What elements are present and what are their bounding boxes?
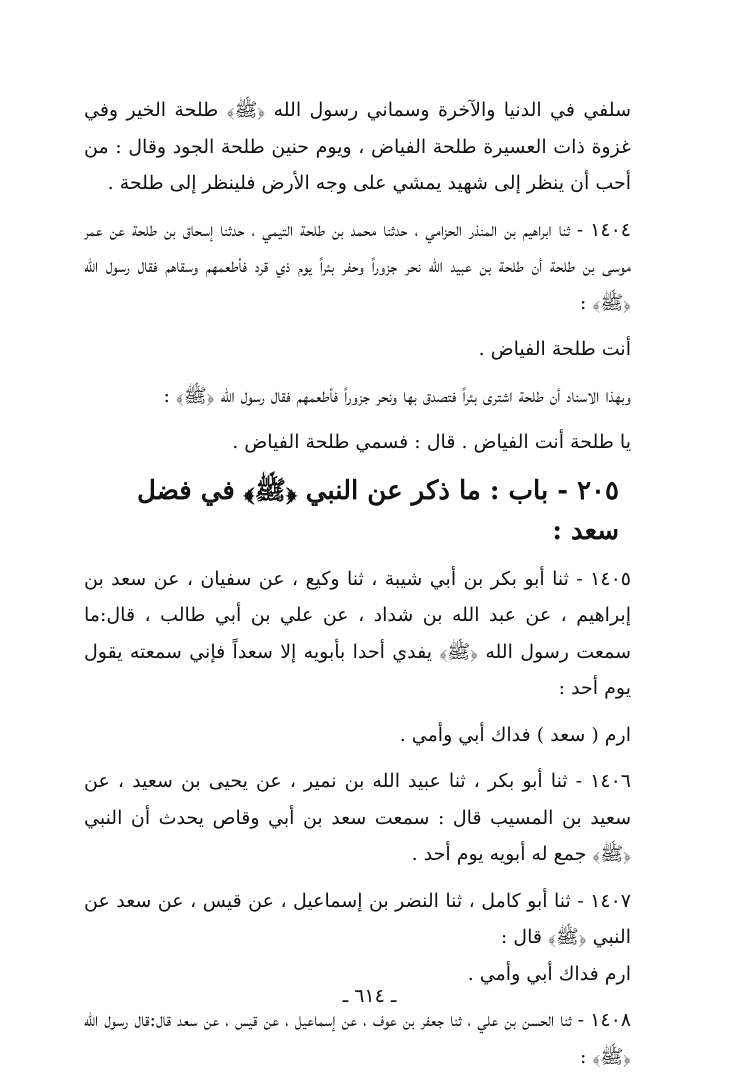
hadith-1405: ١٤٠٥ - ثنا أبو بكر بن أبي شيبة ، ثنا وكيع ، عن سفيان ، عن سعد بن إبراهيم ، عن عبد الله بن شداد ، عن علي بن أبي طالب ، قال:ما سمعت رسول الله ﴿ﷺ﴾ يفدي أحدا بأبويه إلا سعداً فإني سمعته يقول يوم أحد : <box>84 567 631 699</box>
quote-isnad: يا طلحة أنت الفياض . قال : فسمي طلحة الفياض . <box>232 431 631 453</box>
quote-1404: أنت طلحة الفياض . <box>478 338 631 360</box>
hadith-1408: ١٤٠٨ - ثنا الحسن بن علي ، ثنا جعفر بن عوف ، عن إسماعيل ، عن قيس ، عن سعد قال:قال رسول الله ﴿ﷺ﴾ : <box>84 1009 631 1068</box>
paragraph-intro: سلفي في الدنيا والآخرة وسماني رسول الله ﴿ﷺ﴾ طلحة الخير وفي غزوة ذات العسيرة طلحة الفياض ، ويوم حنين طلحة الجود وقال : من أحب أن ينظر إلى شهيد يمشي على وجه الأرض فلينظر إلى طلحة . <box>84 99 631 194</box>
quote-1407: ارم فداك أبي وأمي . <box>467 962 631 985</box>
paragraph-isnad: وبهذا الاسناد أن طلحة اشترى بئراً فتصدق بها ونحر جزوراً فأطعمهم فقال رسول الله ﴿ﷺ﴾ : <box>163 384 631 407</box>
page-number: ـ ٦١٤ ـ <box>342 985 397 1007</box>
hadith-1407: ١٤٠٧ - ثنا أبو كامل ، ثنا النضر بن إسماعيل ، عن قيس ، عن سعد عن النبي ﴿ﷺ﴾ قال : <box>84 889 631 948</box>
hadith-1404: ١٤٠٤ - ثنا ابراهيم بن المنذر الحزامي ، حدثنا محمد بن طلحة التيمي ، حدثنا إسحاق بن طلحة عن عمر موسى بن طلحة أن طلحة بن عبيد الله نحر جزوراً وحفر بئراً يوم ذي قرد فأطعمهم وسقاهم فقال رسول الله ﴿ﷺ﴾ : <box>84 218 631 314</box>
chapter-heading-205: ٢٠٥ - باب : ما ذكر عن النبي ﴿ﷺ﴾ في فضل سعد : <box>137 475 619 546</box>
quote-1405: ارم ( سعد ) فداك أبي وأمي . <box>399 723 631 746</box>
hadith-1406: ١٤٠٦ - ثنا أبو بكر ، ثنا عبيد الله بن نمير ، عن يحيى بن سعيد ، عن سعيد بن المسيب قال : سمعت سعد بن أبي وقاص يحدث أن النبي ﴿ﷺ﴾ جمع له أبويه يوم أحد . <box>84 770 631 865</box>
